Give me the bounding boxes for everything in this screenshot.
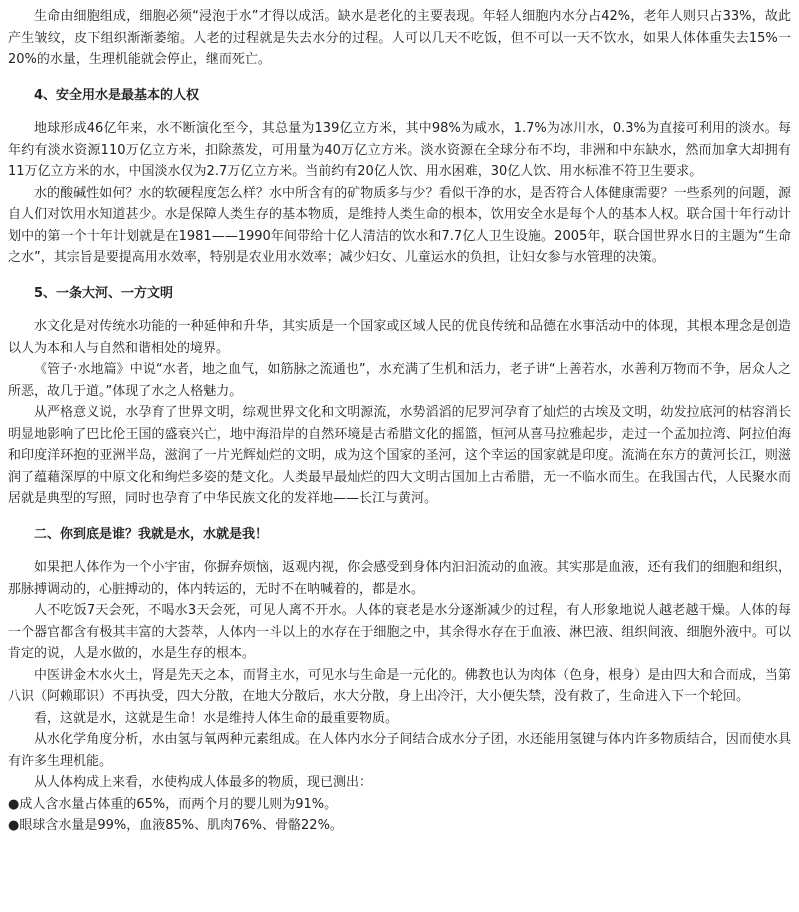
paragraph: 从水化学角度分析，水由氢与氧两种元素组成。在人体内水分子间结合成水分子团，水还能用氢键与体内许多物质结合，因而使水具有许多生理机能。 [8, 732, 791, 769]
paragraph: 中医讲金木水火土，肾是先天之本，而肾主水，可见水与生命是一元化的。佛教也认为肉体（色身，根身）是由四大和合而成，当第八识（阿赖耶识）不再执受，四大分散，在地大分散后，水大分散，身上出冷汗，大小便失禁，没有救了，生命进入下一个轮回。 [8, 667, 791, 704]
paragraph: 如果把人体作为一个小宇宙，你摒弃烦恼，返观内视，你会感受到身体内汩汩流动的血液。其实那是血液，还有我们的细胞和组织，那脉搏调动的，心脏搏动的，体内转运的，无时不在呐喊着的，都是水。 [8, 560, 791, 597]
section-heading: 二、你到底是谁？我就是水，水就是我！ [34, 526, 269, 542]
paragraph: 从人体构成上来看，水使构成人体最多的物质，现已测出： [34, 775, 373, 790]
paragraph: 看，这就是水，这就是生命！水是维持人体生命的最重要物质。 [34, 710, 399, 726]
paragraph: 地球形成46亿年来，水不断演化至今，其总量为139亿立方米，其中98%为咸水，1.7%为冰川水，0.3%为直接可利用的淡水。每年约有淡水资源110万亿立方米，扣除蒸发，可用量为40万亿立方米。淡水资源在全球分布不均，非洲和中东缺水，然而加拿大却拥有11万亿立方米的水，中国淡水仅为2.7万亿立方米。当前约有20亿人饮、用水困难，30亿人饮、用水标准不符卫生要求。 [8, 121, 791, 179]
paragraph: 水的酸碱性如何？水的软硬程度怎么样？水中所含有的矿物质多与少？看似干净的水，是否符合人体健康需要？一些系列的问题，源自人们对饮用水知道甚少。水是保障人类生存的基本物质，是维持人类生命的根本，饮用安全水是每个人的基本人权。联合国十年行动计划中的第一个十年计划就是在1981——1990年间带给十亿人清洁的饮水和7.7亿人卫生设施。2005年，联合国世界水日的主题为“生命之水”，其宗旨是要提高用水效率，特别是农业用水效率；减少妇女、儿童运水的负担，让妇女参与水管理的决策。 [8, 185, 791, 265]
paragraph: 《管子·水地篇》中说“水者，地之血气，如筋脉之流通也”，水充满了生机和活力，老子讲“上善若水，水善利万物而不争，居众人之所恶，故几于道。”体现了水之人格魅力。 [8, 362, 791, 399]
paragraph: 从严格意义说，水孕育了世界文明，综观世界文化和文明源流，水势滔滔的尼罗河孕育了灿烂的古埃及文明，幼发拉底河的枯容消长明显地影响了巴比伦王国的盛衰兴亡，地中海沿岸的自然环境是古希腊文化的摇篮，恒河从喜马拉雅起步，走过一个孟加拉湾、阿拉伯海和印度洋环抱的亚洲半岛，滋润了一片光辉灿烂的文明，成为这个国家的圣河，这个幸运的国家就是印度。流淌在东方的黄河长江，则滋润了蕴藉深厚的中原文化和绚烂多姿的楚文化。人类最早最灿烂的四大文明古国加上古希腊，无一不临水而生。在我国古代，人民聚水而居就是典型的写照，同时也孕育了中华民族文化的发祥地——长江与黄河。 [8, 405, 791, 506]
paragraph: 人不吃饭7天会死，不喝水3天会死，可见人离不开水。人体的衰老是水分逐渐减少的过程，有人形象地说人越老越干燥。人体的每一个器官都含有极其丰富的大荟萃，人体内一斗以上的水存在于细胞之中，其余得水存在于血液、淋巴液、组织间液、细胞外液中。可以肯定的说，人是水做的，水是生存的根本。 [8, 603, 791, 661]
paragraph: 水文化是对传统水功能的一种延伸和升华，其实质是一个国家或区域人民的优良传统和品德在水事活动中的体现，其根本理念是创造以人为本和人与自然和谐相处的境界。 [8, 319, 791, 356]
section-heading: 5、一条大河、一方文明 [34, 285, 174, 301]
section-heading: 4、安全用水是最基本的人权 [34, 87, 200, 103]
paragraph: 生命由细胞组成，细胞必须“浸泡于水”才得以成活。缺水是老化的主要表现。年轻人细胞内水分占42%，老年人则只占33%，故此产生皱纹，皮下组织渐渐萎缩。人老的过程就是失去水分的过程。人可以几天不吃饭，但不可以一天不饮水，如果人体体重失去15%一20%的水量，生理机能就会停止，继而死亡。 [8, 9, 791, 67]
bullet-item: ●成人含水量占体重的65%，而两个月的婴儿则为91%。 [8, 796, 338, 812]
bullet-item: ●眼球含水量是99%，血液85%、肌肉76%、骨骼22%。 [8, 818, 343, 833]
